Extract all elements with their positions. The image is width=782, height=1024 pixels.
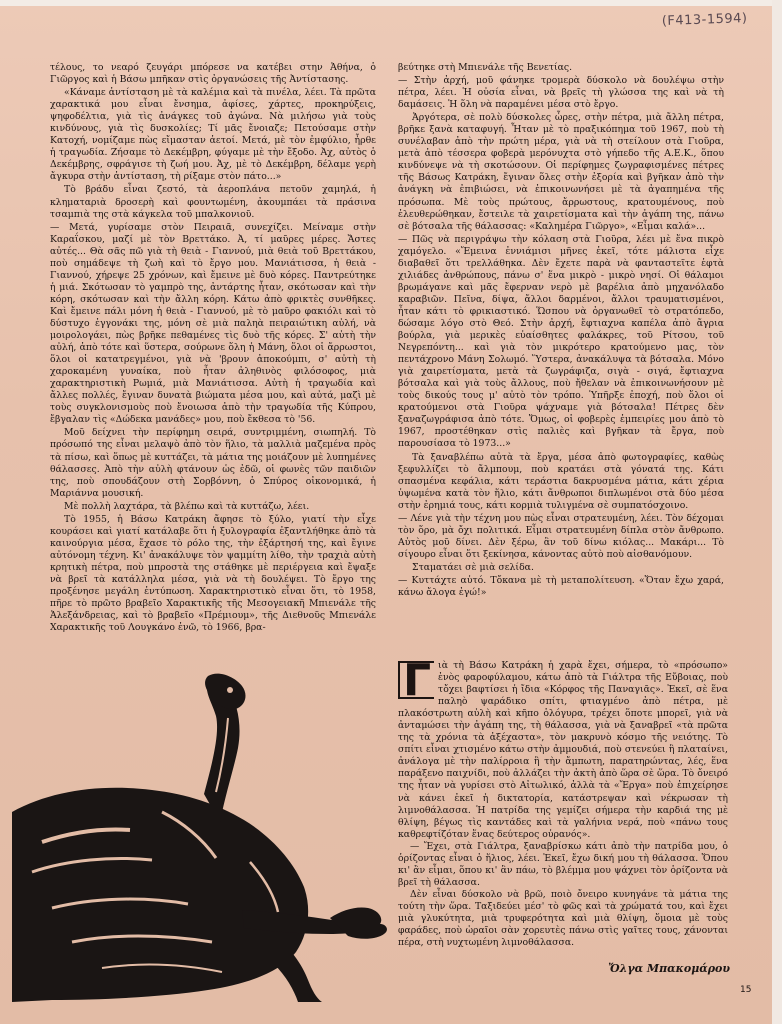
closing-paragraph: ιὰ τὴ Βάσω Κατράκη ἡ χαρὰ ἔχει, σήμερα, τὸ «πρόσωπο» ἑνὸς φαροφύλαμου, κάτω ἀπὸ τὰ Γιάλτρα τῆς Εὔβοιας, ποὺ τὄχει βαφτίσει ἡ ἴδια «Κόρφος τῆς Παναγιᾶς». Ἐκεῖ, σὲ ἕνα παληὸ ψαράδικο σπίτι, φτιαγμένο ἀπὸ πέτρα, μὲ πλακόστρωτη αὐλὴ καὶ κῆπο ὁλόγυρα, τρέχει ὅποτε μπορεῖ, γιὰ νὰ ἀνταμώσει τὴν ἀγάπη της, τὴ θάλασσα, γιὰ νὰ ξαναβρεῖ «τὰ πρῶτα της τὰ χρόνια τὰ ἀξέχαστα», τὸν μακρυνὸ κόσμο τῆς νειότης. Τὸ σπίτι εἶναι χτισμένο κάτω στὴν ἀμμουδιά, ποὺ στενεύει ἢ πλαταίνει, ἀνάλογα μὲ τὴν παλίρροια ἢ τὴν ἄμπωτη, παρατηρώντας, λές, ἕνα παράξενο παιχνίδι, ποὺ ἀλλάζει τὴν ἀκτὴ ἀπὸ ὥρα σὲ ὥρα. Τὸ ὄνειρό της ἦταν νὰ γυρίσει στὸ Αἰτωλικό, ἀλλὰ τὰ «Ἔργα» ποὺ ἐπιχείρησε νὰ κάνει ἐκεῖ ἡ δικτατορία, κατάστρεψαν καὶ νέκρωσαν τὴ λιμνοθάλασσα. Ἡ πατρίδα της γεμίζει σήμερα τὴν καρδιά της μὲ θλίψη, βέγως τὶς καντάδες καὶ τὰ γαλήνια νερά, ποὺ «πάνω τους καθρεφτίζόταν ἕνας δεύτερος οὐρανός». [398,660,728,840]
right-paragraph: βεύτηκε στὴ Μπιενάλε τῆς Βενετίας. [398,62,573,73]
right-paragraph: — Στὴν ἀρχή, μοῦ φάνηκε τρομερὰ δύσκολο νὰ δουλέψω στὴν πέτρα, λέει. Ἡ οὐσία εἶναι, νὰ βρεῖς τὴ γλώσσα της καὶ νὰ τὴ δαμάσεις. Ἡ ὅλη νὰ παραμένει μέσα στὸ ἔργο. [398,75,724,111]
left-paragraph: Μοῦ δείχνει τὴν περίφημη σειρά, συντριμμένη, σιωπηλή. Τὸ πρόσωπό της εἶναι μελαψὸ ἀπὸ τὸν ἥλιο, τὰ μαλλιὰ μαζεμένα πρὸς τὰ πίσω, καὶ ὅπως μὲ κυττάζει, τὰ μάτια της μοιάζουν μὲ λυπημένες θάλασσες. Ἀπὸ τὴν αὐλὴ φτάνουν ὡς ἐδῶ, οἱ φωνὲς τῶν παιδιῶν της, ποὺ σπουδάζουν στὴ Σορβόννη, ὁ Σπύρος οἰκονομικά, ἡ Μαριάννα μουσική. [50,427,376,499]
figure-body-shape [12,788,308,1002]
right-paragraph: Ἀργότερα, σὲ πολὺ δύσκολες ὧρες, στὴν πέτρα, μιὰ ἄλλη πέτρα, βρῆκε ξανὰ καταφυγή. Ἦταν μὲ τὸ πραξικόπημα τοῦ 1967, ποὺ τὴ συνέλαβαν ἀπὸ τὴν πρώτη μέρα, γιὰ νὰ τὴ στείλουν στὰ Γιοῦρα, μετὰ ἀπὸ τέσσερα φοβερὰ μερόνυχτα στὸ γήπεδο τῆς Α.Ε.Κ., ὅπου κινδύνεψε νὰ τὴ σκοτώσουν. Οἱ περίφημες ζωγραφισμένες πέτρες τῆς Βάσως Κατράκη, ἔγιναν ὅλες στὴν ἐξορία καὶ βγῆκαν ἀπὸ τὴν ἀνάγκη νὰ ἐπιβιώσει, νὰ ἐπικοινωνήσει μὲ τὰ ἀγαπημένα τῆς πρόσωπα. Μὲ τοὺς πρώτους, ἄρρωστους, κρατουμένους, ποὺ ἐλευθερώθηκαν, ἔστειλε τὰ χαιρετίσματα καὶ τὴν ἀγάπη της, πάνω σὲ βότσαλα τῆς θάλασσας: «Καλημέρα Γιῶργο», «Εἶμαι καλά»... [398,112,724,232]
left-paragraph: Μὲ πολλὴ λαχτάρα, τὰ βλέπω καὶ τὰ κυττάζω, λέει. [64,500,310,512]
closing-paragraph: — Ἔχει, στὰ Γιάλτρα, ξαναβρίσκω κάτι ἀπὸ τὴν πατρίδα μου, ὁ ὁρίζοντας εἶναι ὁ ἥλιος, λέει. Ἐκεῖ, ἔχω δική μου τὴ θάλασσα. Ὅπου κι' ἂν εἶμαι, ὅπου κι' ἂν πάω, τὸ βλέμμα μου ψάχνει τὸν ὁρίζοντα νὰ βρεῖ τὴ θάλασσα. [398,840,728,888]
article-left-column [50,62,376,682]
handwritten-archive-note: (F413-1594) [661,11,748,30]
right-paragraph: — Λένε γιὰ τὴν τέχνη μου πὼς εἶναι στρατευμένη, λέει. Τὸν δέχομαι τὸν ὅρο, μὰ ὄχι πολιτικά. Εἶμαι στρατευμένη δίπλα στὸν ἄνθρωπο. Αὐτὸς μοῦ δίνει. Δὲν ξέρω, ἂν τοῦ δίνω κιόλας... Μακάρι... Τὸ σίγουρο εἶναι ὅτι ξεκίνησα, κάνοντας αὐτὸ ποὺ αἰσθανόμουν. [398,512,724,560]
page-right-edge [772,0,782,1024]
page-number: 15 [740,985,752,995]
drop-cap: Γ [398,661,434,699]
figure-head-shape [205,674,245,710]
closing-paragraph: Δὲν εἶναι δύσκολο νὰ βρῶ, ποιὸ ὄνειρο κυνηγάνε τὰ μάτια της τούτη τὴν ὥρα. Ταξιδεύει μέσ' τὸ φῶς καὶ τὰ χρώματά του, καὶ ἔχει μιὰ γλυκύτητα, μιὰ τρυφερότητα καὶ μιὰ θλίψη, ὅμοια μὲ τοὺς φαράδες, ποὺ ὡραῖοι σὰν χορευτὲς πάνω στὶς γαῖτες τους, χάνονται πέρα, στὴ νυχτωμένη λιμνοθάλασσα. [398,888,728,949]
left-paragraph: Τὸ 1955, ἡ Βάσω Κατράκη ἄφησε τὸ ξύλο, γιατί τὴν εἶχε κουράσει καὶ γιατί κατάλαβε ὅτι ἡ ξυλογραφία ἐξαντλήθηκε ἀπὸ τὰ καινούργια μέσα, ἔχασε τὸ ρόλο της, τὴν ἐξάρτησή της, καὶ ἔγινε αὐτόνομη τέχνη. Κι' ἀνακάλυψε τὸν ψαμμίτη λίθο, τὴν τραχιὰ αὐτὴ κρητικὴ πέτρα, ποὺ μπροστὰ της στάθηκε μὲ περιέργεια καὶ ἔψαξε νὰ βρεῖ τὰ κατάλληλα μέσα, γιὰ νὰ τὴ δουλέψει. Τὸ ἔργο της προξένησε μεγάλη ἐντύπωση. Χαρακτηριστικὸ εἶναι ὅτι, τὸ 1958, πῆρε τὸ πρῶτο βραβεῖο Χαρακτικῆς τῆς Μεσογειακῆ Μπιενάλε τῆς Ἀλεξάνδρειας, καὶ τὸ βραβεῖο «Πρέμιουμ», τῆς Διεθνοῦς Μπιενάλε Χαρακτικῆς τοῦ Λουγκάνο ἐνῶ, τὸ 1966, βρα- [50,513,376,634]
left-paragraph: Τὸ βράδυ εἶναι ζεστό, τὰ ἀεροπλάνα πετοῦν χαμηλά, ἡ κληματαριὰ δροσερὴ καὶ φουντωμένη, ἀκουμπάει τὰ πράσινα τσαμπιὰ της στὰ κάγκελα τοῦ μπαλκονιοῦ. [50,184,376,220]
right-paragraph: Σταματάει σὲ μιὰ σελίδα. [412,561,534,573]
author-signature: Ὄλγα Μπακομάρου [608,962,730,975]
page-top-edge [0,0,782,6]
left-paragraph: — Μετά, γυρίσαμε στὸν Πειραιᾶ, συνεχίζει. Μείναμε στὴν Καραΐσκου, μαζί μὲ τὸν Βρεττάκο. Ἀ, τί μαῦρες μέρες. Ἄστες αὐτές... Θὰ σᾶς πῶ γιὰ τὴ θειὰ - Γιαννού, μιὰ θειὰ τοῦ Βρεττάκου, ποὺ σημάδεψε τὴ ζωὴ καὶ τὸ ἔργο μου. Μανιάτισσα, ἡ θειὰ - Γιαννού, χήρεψε 25 χρόνων, καὶ ἔμεινε μὲ δυὸ κόρες. Παντρεύτηκε ἡ μιά. Σκότωσαν τὸ γαμπρὸ της, ἀντάρτης ἦταν, σκότωσαν καὶ τὴν κόρη, σκότωσαν καὶ τὴν ἄλλη κόρη. Κάτω ἀπὸ φρικτὲς συνθῆκες. Καὶ ἔμεινε πάλι μόνη ἡ θειὰ - Γιαννού, μὲ τὸ μαῦρο φακιόλι καὶ τὸ δύστυχο ἐγγονάκι της, μόνη σὲ μιὰ παληὰ πειραιώτικη αὐλή, νὰ μοιρολογάει, πὼς βρῆκε πεθαμένες τὶς δυὸ τῆς κόρες. Σ' αὐτὴ τὴν αὐλή, ἀπὸ τότε καὶ ὕστερα, σούρωνε ὅλη ἡ Μάνη, ὅλοι οἱ ἄρρωστοι, ὅλοι οἱ κατατρεγμένοι, γιὰ νὰ 'βρουν ἀποκούμπι, σ' αὐτὴ τὴ χαροκαμένη γυναίκα, ποὺ ἦταν ἀληθινὸς φιλόσοφος, μιὰ χαρακτηριστικὴ Ρωμιά, μιὰ Μανιάτισσα. Αὐτὴ ἡ τραγωδία καὶ ἄλλες πολλές, ἔγιναν δυνατὰ βιώματα μέσα μου, καὶ αὐτά, μαζὶ μὲ τοὺς συγκλονισμοὺς ποὺ ἔνοιωσα ἀπὸ τὴν τραγωδία τῆς Κύπρου, ἔβγαλαν τὶς «Δώδεκα μανάδες» μου, ποὺ ἔκθεσα τὸ '56. [50,221,376,426]
figure-hand-shape [330,907,387,938]
woodcut-artwork-illustration [12,672,392,1002]
article-closing-section [398,660,728,960]
left-paragraph: «Κάναμε ἀντίσταση μὲ τὰ καλέμια καὶ τὰ πινέλα, λέει. Τὰ πρῶτα χαρακτικά μου εἶναι ἔνσημα, ἀφίσες, χάρτες, προκηρύξεις, ψηφοδέλτια, γιὰ τὶς ἀνάγκες τοῦ ἀγώνα. Νὰ μιλήσω γιὰ τοὺς κινδύνους, γιὰ τὶς δυσκολίες; Τί μᾶς ἔνοιαζε; Πετούσαμε στὴν Κατοχή, νομίζαμε πὼς εἴμασταν ἀετοί. Μετά, μὲ τὸν ἐμφύλιο, ἦρθε ἡ τραγωδία. Ζήσαμε τὸ Δεκέμβρη, φύγαμε μὲ τὴν ἔξοδο. Ἀχ, αὐτὸς ὁ Δεκέμβρης, σφράγισε τὴ ζωή μου. Ἀχ, μὲ τὸ Δεκέμβρη, δέλαμε γερὴ ἄγκυρα στὴν ἀντίσταση, τὴ ρίξαμε στὸν πάτο...» [50,87,376,183]
left-paragraph: τέλους, το νεαρό ζευγάρι μπόρεσε να κατέβει στην Ἀθήνα, ὁ Γιῶργος καὶ ἡ Βάσω μπῆκαν στὶς ὀργανώσεις τῆς Ἀντίστασης. [50,62,376,86]
right-paragraph: — Πῶς νὰ περιγράψω τὴν κόλαση στὰ Γιοῦρα, λέει μὲ ἕνα πικρὸ χαμόγελο. «Ἔμεινα ἐννιάμισι μῆνες ἐκεῖ, τότε μάλιστα εἶχε διαβαθεῖ ὅτι τρελλάθηκα. Δὲν ἔχετε παρὰ νὰ φανταστεῖτε ἑφτὰ χιλιάδες ἀνθρώπους, πάνω σ' ἕνα μικρὸ - μικρὸ νησί. Οἱ θάλαμοι βρωμάγανε καὶ μᾶς ἔφερναν νερὸ μὲ βαρέλια ἀπὸ μηχανόλαδο καραβιῶν. Πεῖνα, δίψα, ἄλλοι δαρμένοι, ἄλλοι τραυματισμένοι, ἦταν κάτι τὸ φρικιαστικό. Ὥσπου νὰ ὀργανωθεῖ τὸ στρατόπεδο, δώσαμε λόγο στὸ Θεό. Στὴν ἀρχή, ἔφτιαχνα καπέλα ἀπὸ ἄγρια βούρλα, γιὰ μερικὲς εὐαίσθητες φαλάκρες, τοῦ Ρίτσου, τοῦ Νεγρεπόντη... καὶ γιὰ τὸν μικρότερο κρατούμενο μας, τὸν πεντάχρονο Μάνη Σολωμό. Ὕστερα, ἀνακάλυψα τὰ βότσαλα. Μόνο γιὰ χαιρετίσματα, μετὰ τὰ ζωγράφιζα, σιγὰ - σιγά, ἔφτιαχνα βότσαλα καὶ γιὰ τοὺς ἄλλους, ποὺ ἤθελαν νὰ ἐπικοινωνήσουν μὲ τοὺς δικούς τους μ' αὐτὸ τὸν τρόπο. Ὑπῆρξε ἐποχή, ποὺ ὅλοι οἱ κρατούμενοι στὰ Γιοῦρα ψάχναμε γιὰ βότσαλα! Πέτρες δὲν ξαναζωγράφισα ἀπὸ τότε. Ὅμως, οἱ φοβερὲς ἐμπειρίες μου ἀπὸ τὸ 1967, προστέθηκαν στὶς παλιὲς καὶ βγῆκαν τὰ ἔργα, ποὺ παρουσίασα τὸ 1973...» [398,233,724,450]
article-right-column [398,62,724,668]
right-paragraph: — Κυττάχτε αὐτό. Τὄκανα μὲ τὴ μεταπολίτευση. «Ὅταν ἔχω χαρά, κάνω ἄλογα ἐγώ!» [398,574,724,599]
right-paragraph: Τὰ ξαναβλέπω αὐτὰ τὰ ἔργα, μέσα ἀπὸ φωτογραφίες, καθὼς ξεφυλλίζει τὸ ἄλμπουμ, ποὺ κρατάει στὰ γόνατά της. Κάτι σπασμένα κεφάλια, κάτι τεράστια δακρυσμένα μάτια, κάτι χέρια ὑψωμένα κατὰ τὸν ἥλιο, κάτι ἄνθρωποι διπλωμένοι στὰ δύο μέσα στὴν ἐρημιά τους, κάτι κορμιὰ τυλιγμένα σὲ συμπατόσχοινο. [398,451,724,511]
